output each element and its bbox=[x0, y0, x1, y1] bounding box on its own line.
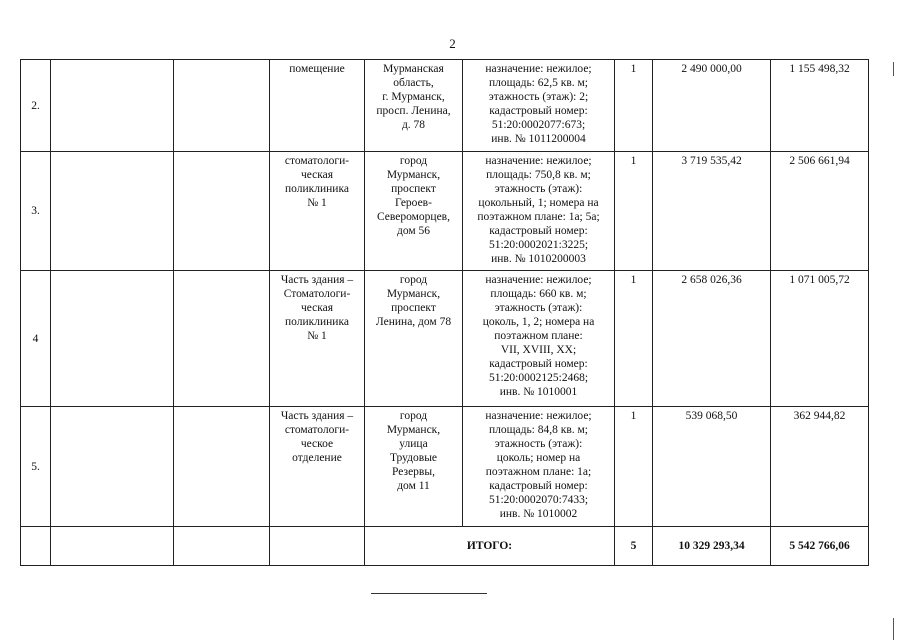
total-empty-cell bbox=[51, 527, 174, 566]
object-cost: 2 658 026,36 bbox=[653, 271, 771, 407]
object-address-line: область, bbox=[393, 77, 434, 89]
empty-cell bbox=[51, 152, 174, 271]
object-address-line: Мурманск, bbox=[386, 424, 441, 436]
object-description-line: инв. № 1010200003 bbox=[491, 253, 586, 265]
object-address-line: город bbox=[399, 155, 428, 167]
object-description-line: 51:20:0002125:2468; bbox=[488, 372, 589, 384]
total-empty-cell bbox=[21, 527, 51, 566]
object-address-line: Мурманск, bbox=[386, 288, 441, 300]
object-residual: 362 944,82 bbox=[771, 407, 869, 527]
object-qty: 1 bbox=[615, 152, 653, 271]
object-description-line: 51:20:0002070:7433; bbox=[488, 494, 589, 506]
object-name-line: ческая bbox=[300, 169, 334, 181]
object-description-line: назначение: нежилое; bbox=[485, 410, 592, 422]
object-address-line: Мурманская bbox=[383, 63, 444, 75]
object-description-line: 51:20:0002021:3225; bbox=[488, 239, 589, 251]
object-name-line: поликлиника bbox=[285, 183, 349, 195]
object-address-line: улица bbox=[399, 438, 428, 450]
object-address-line: проспект bbox=[391, 302, 436, 314]
object-description-line: кадастровый номер: bbox=[489, 480, 588, 492]
empty-cell bbox=[174, 271, 270, 407]
object-name-line: поликлиника bbox=[285, 316, 349, 328]
object-address-line: Мурманск, bbox=[386, 169, 441, 181]
object-description-line: площадь: 84,8 кв. м; bbox=[488, 424, 588, 436]
object-description-line: площадь: 750,8 кв. м; bbox=[486, 169, 591, 181]
object-address-line: город bbox=[399, 410, 428, 422]
object-description-line: VII, XVIII, XX; bbox=[500, 344, 577, 356]
object-address bbox=[365, 271, 463, 407]
row-number: 3. bbox=[21, 152, 51, 271]
object-name-line: Часть здания – bbox=[280, 410, 354, 422]
object-description-line: площадь: 660 кв. м; bbox=[490, 288, 587, 300]
object-address-line: Резервы, bbox=[392, 466, 435, 478]
object-residual: 1 071 005,72 bbox=[771, 271, 869, 407]
object-qty: 1 bbox=[615, 60, 653, 152]
object-description-line: назначение: нежилое; bbox=[485, 63, 592, 75]
object-description-line: этажность (этаж): bbox=[494, 302, 583, 314]
object-description-line: кадастровый номер: bbox=[489, 105, 588, 117]
object-description-line: назначение: нежилое; bbox=[485, 274, 592, 286]
object-name-line: стоматологи- bbox=[284, 155, 350, 167]
object-address-line: Героев- bbox=[395, 197, 432, 209]
object-cost: 3 719 535,42 bbox=[653, 152, 771, 271]
empty-cell bbox=[51, 271, 174, 407]
total-qty: 5 bbox=[615, 527, 653, 566]
object-qty: 1 bbox=[615, 407, 653, 527]
empty-cell bbox=[174, 60, 270, 152]
object-description-line: поэтажном плане: 1а; 5а; bbox=[477, 211, 600, 223]
object-description-line: площадь: 62,5 кв. м; bbox=[488, 77, 588, 89]
object-description-line: этажность (этаж): 2; bbox=[488, 91, 589, 103]
empty-cell bbox=[51, 60, 174, 152]
object-description-line: кадастровый номер: bbox=[489, 225, 588, 237]
object-name-line: ческая bbox=[300, 302, 334, 314]
object-name bbox=[270, 152, 365, 271]
object-description-line: инв. № 1011200004 bbox=[491, 133, 586, 145]
object-address-line: проспект bbox=[391, 183, 436, 195]
object-name-line: стоматологи- bbox=[284, 424, 350, 436]
object-address-line: Североморцев, bbox=[376, 211, 450, 223]
object-description bbox=[463, 152, 615, 271]
object-name-line: № 1 bbox=[307, 197, 327, 209]
property-table bbox=[20, 59, 869, 566]
scan-edge-mark bbox=[893, 62, 894, 76]
object-residual: 1 155 498,32 bbox=[771, 60, 869, 152]
object-address-line: д. 78 bbox=[401, 119, 426, 131]
object-name bbox=[270, 407, 365, 527]
total-row bbox=[21, 527, 869, 566]
table-row bbox=[21, 152, 869, 271]
object-description bbox=[463, 60, 615, 152]
object-address-line: город bbox=[399, 274, 428, 286]
object-name bbox=[270, 60, 365, 152]
object-description-line: 51:20:0002077:673; bbox=[491, 119, 586, 131]
table-row bbox=[21, 271, 869, 407]
footer-rule bbox=[371, 593, 487, 594]
object-address bbox=[365, 152, 463, 271]
empty-cell bbox=[174, 407, 270, 527]
object-address-line: дом 56 bbox=[396, 225, 431, 237]
row-number: 5. bbox=[21, 407, 51, 527]
object-description-line: цоколь, 1, 2; номера на bbox=[482, 316, 595, 328]
total-label: ИТОГО: bbox=[365, 527, 615, 566]
object-description-line: этажность (этаж): bbox=[494, 438, 583, 450]
object-name-line: помещение bbox=[289, 63, 345, 75]
object-address bbox=[365, 60, 463, 152]
object-name-line: Часть здания – bbox=[280, 274, 354, 286]
total-cost: 10 329 293,34 bbox=[653, 527, 771, 566]
total-residual: 5 542 766,06 bbox=[771, 527, 869, 566]
object-address-line: г. Мурманск, bbox=[382, 91, 445, 103]
table-row bbox=[21, 60, 869, 152]
object-description-line: цоколь; номер на bbox=[496, 452, 581, 464]
row-number: 2. bbox=[21, 60, 51, 152]
object-name-line: № 1 bbox=[307, 330, 327, 342]
object-address-line: Трудовые bbox=[389, 452, 438, 464]
object-name-line: Стоматологи- bbox=[283, 288, 351, 300]
object-description-line: цокольный, 1; номера на bbox=[478, 197, 599, 209]
object-name-line: ческое bbox=[300, 438, 334, 450]
object-name bbox=[270, 271, 365, 407]
object-description-line: кадастровый номер: bbox=[489, 358, 588, 370]
object-description bbox=[463, 271, 615, 407]
total-empty-cell bbox=[174, 527, 270, 566]
scan-edge-mark bbox=[893, 618, 894, 640]
object-description bbox=[463, 407, 615, 527]
object-description-line: этажность (этаж): bbox=[494, 183, 583, 195]
object-description-line: назначение: нежилое; bbox=[485, 155, 592, 167]
object-cost: 539 068,50 bbox=[653, 407, 771, 527]
object-description-line: инв. № 1010001 bbox=[499, 386, 578, 398]
row-number: 4 bbox=[21, 271, 51, 407]
empty-cell bbox=[174, 152, 270, 271]
object-address bbox=[365, 407, 463, 527]
object-address-line: дом 11 bbox=[397, 480, 430, 492]
page-number: 2 bbox=[449, 36, 456, 51]
table-row bbox=[21, 407, 869, 527]
object-name-line: отделение bbox=[292, 452, 342, 464]
object-address-line: просп. Ленина, bbox=[376, 105, 451, 117]
object-description-line: поэтажном плане: 1а; bbox=[485, 466, 592, 478]
empty-cell bbox=[51, 407, 174, 527]
total-empty-cell bbox=[270, 527, 365, 566]
object-address-line: Ленина, дом 78 bbox=[375, 316, 452, 328]
object-description-line: инв. № 1010002 bbox=[499, 508, 578, 520]
object-residual: 2 506 661,94 bbox=[771, 152, 869, 271]
object-description-line: поэтажном плане: bbox=[494, 330, 583, 342]
object-cost: 2 490 000,00 bbox=[653, 60, 771, 152]
object-qty: 1 bbox=[615, 271, 653, 407]
